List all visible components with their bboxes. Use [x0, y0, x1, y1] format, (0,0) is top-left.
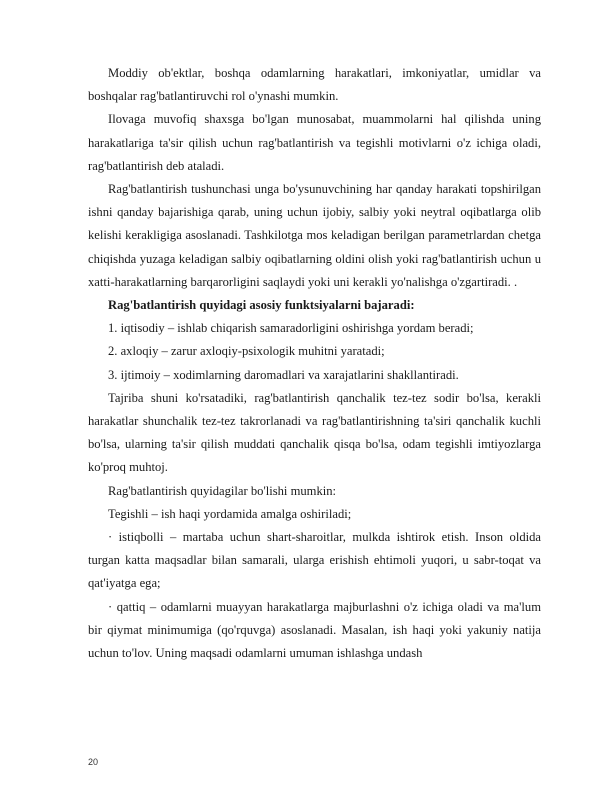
paragraph: Tajriba shuni ko'rsatadiki, rag'batlantirish qanchalik tez-tez sodir bo'lsa, kerakli harakatlar shunchalik tez-tez takrorlanadi va rag'batlantirishning ta'siri qanchalik kuchli bo'lsa, ularning ta'sir qilish muddati qanchalik qisqa bo'lsa, odam tegishli imtiyozlarga ko'proq muhtoj. [88, 390, 541, 475]
document-body [88, 62, 541, 665]
paragraph: Rag'batlantirish tushunchasi unga bo'ysunuvchining har qanday harakati topshirilgan ishni qanday bajarishiga qarab, uning uchun ijobiy, salbiy yoki neytral oqibatlarga olib kelishi kerakligiga asoslanadi. Tashkilotga mos keladigan berilgan parametrlardan chetga chiqishda yuzaga keladigan salbiy oqibatlarning oldini olish yoki rag'batlantirish uchun u xatti-harakatlarning barqarorligini saqlaydi yoki uni kerakli yo'nalishga o'zgartiradi. . [88, 182, 541, 289]
paragraph: · istiqbolli – martaba uchun shart-sharoitlar, mulkda ishtirok etish. Inson oldida turgan katta maqsadlar bilan samarali, ularga erishish ehtimoli yuqori, u sabr-toqat va qat'iyatga ega; [88, 530, 541, 591]
paragraph: Ilovaga muvofiq shaxsga bo'lgan munosabat, muammolarni hal qilishda uning harakatlariga ta'sir qilish uchun rag'batlantirish va tegishli motivlarni o'z ichiga oladi, rag'batlantirish deb ataladi. [88, 112, 541, 173]
section-heading: Rag'batlantirish quyidagi asosiy funktsiyalarni bajaradi: [108, 298, 415, 313]
paragraph: Tegishli – ish haqi yordamida amalga oshiriladi; [108, 506, 352, 521]
list-item: 1. iqtisodiy – ishlab chiqarish samaradorligini oshirishga yordam beradi; [108, 321, 474, 336]
page-number: 20 [88, 757, 99, 767]
paragraph: Rag'batlantirish quyidagilar bo'lishi mumkin: [108, 483, 337, 498]
list-item: 2. axloqiy – zarur axloqiy-psixologik muhitni yaratadi; [108, 344, 385, 359]
paragraph: Moddiy ob'ektlar, boshqa odamlarning harakatlari, imkoniyatlar, umidlar va boshqalar rag'batlantiruvchi rol o'ynashi mumkin. [88, 66, 541, 104]
list-item: 3. ijtimoiy – xodimlarning daromadlari va xarajatlarini shakllantiradi. [108, 367, 459, 382]
paragraph: · qattiq – odamlarni muayyan harakatlarga majburlashni o'z ichiga oladi va ma'lum bir qiymat minimumiga (qo'rquvga) asoslanadi. Masalan, ish haqi yoki yakuniy natija uchun to'lov. Uning maqsadi odamlarni umuman ishlashga undash [88, 599, 541, 661]
